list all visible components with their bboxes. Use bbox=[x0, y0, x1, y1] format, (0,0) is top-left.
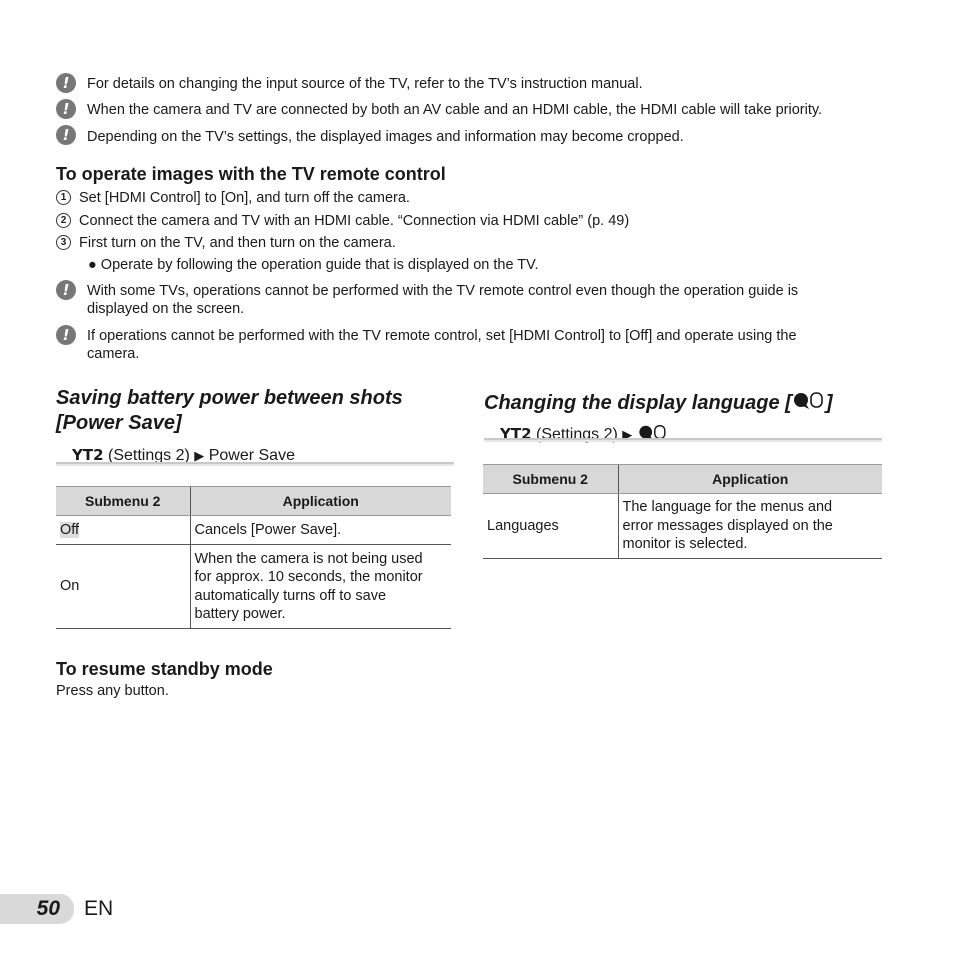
crumb-settings: (Settings 2) bbox=[107, 447, 190, 464]
table-header-row bbox=[483, 465, 882, 494]
note-text: When the camera and TV are connected by both an AV cable and an HDMI cable, the HDMI cable will take priority. bbox=[87, 102, 823, 118]
language-title bbox=[484, 390, 832, 416]
header-application: Application bbox=[618, 465, 882, 494]
cell-line: automatically turns off to save bbox=[194, 587, 387, 604]
note-line: camera. bbox=[87, 346, 140, 362]
remote-heading: To operate images with the TV remote control bbox=[56, 164, 446, 184]
step-text: First turn on the TV, and then turn on the camera. bbox=[79, 235, 396, 251]
title-line: [Power Save] bbox=[56, 412, 182, 434]
step-text: Connect the camera and TV with an HDMI cable. “Connection via HDMI cable” (p. 49) bbox=[79, 213, 630, 229]
caution-icon: ! bbox=[56, 73, 76, 93]
application-cell bbox=[190, 545, 451, 629]
header-submenu: Submenu 2 bbox=[483, 465, 618, 494]
note-line: displayed on the screen. bbox=[87, 301, 245, 317]
header-application: Application bbox=[190, 487, 451, 516]
divider bbox=[56, 462, 454, 466]
table-row bbox=[56, 545, 451, 629]
step-text: Set [HDMI Control] to [On], and turn off the camera. bbox=[79, 190, 410, 206]
submenu-cell: Languages bbox=[483, 494, 618, 559]
note-line: With some TVs, operations cannot be performed with the TV remote control even though the operation guide is bbox=[87, 283, 799, 299]
note-line: If operations cannot be performed with the TV remote control, set [HDMI Control] to [Off] and operate using the bbox=[87, 328, 797, 344]
speech-bubble-language-icon bbox=[792, 392, 826, 414]
application-cell: Cancels [Power Save]. bbox=[190, 516, 451, 545]
right-triangle-icon: ▶ bbox=[194, 448, 205, 463]
submenu-cell bbox=[56, 516, 190, 545]
power-save-title bbox=[56, 386, 403, 436]
caution-icon: ! bbox=[56, 280, 76, 300]
standby-text: Press any button. bbox=[56, 683, 169, 699]
caution-icon: ! bbox=[56, 325, 76, 345]
crumb-target: Power Save bbox=[208, 447, 295, 464]
bullet-icon: ● bbox=[88, 257, 97, 273]
note-text bbox=[87, 327, 797, 363]
caution-icon: ! bbox=[56, 99, 76, 119]
bullet-item bbox=[88, 256, 539, 274]
step-number: 1 bbox=[56, 190, 71, 205]
cell-line: monitor is selected. bbox=[622, 536, 748, 552]
step-number: 3 bbox=[56, 235, 71, 250]
title-text: Changing the display language [ bbox=[484, 392, 792, 414]
note-text: For details on changing the input source of the TV, refer to the TV’s instruction manual. bbox=[87, 76, 643, 92]
divider bbox=[484, 438, 882, 442]
language-code: EN bbox=[84, 897, 114, 920]
table-row bbox=[56, 516, 451, 545]
caution-icon: ! bbox=[56, 125, 76, 145]
highlighted-default: Off bbox=[60, 521, 80, 538]
bullet-text: Operate by following the operation guide that is displayed on the TV. bbox=[100, 257, 539, 273]
table-row bbox=[483, 494, 882, 559]
title-line: Saving battery power between shots bbox=[56, 387, 403, 409]
header-submenu: Submenu 2 bbox=[56, 487, 190, 516]
application-cell bbox=[618, 494, 882, 559]
crumb-settings: (Settings 2) bbox=[535, 426, 618, 443]
cell-line: When the camera is not being used bbox=[194, 550, 423, 567]
cell-line: error messages displayed on the bbox=[622, 517, 833, 534]
language-table bbox=[483, 464, 882, 559]
cell-line: for approx. 10 seconds, the monitor bbox=[194, 569, 423, 585]
cell-line: battery power. bbox=[194, 606, 286, 622]
standby-heading: To resume standby mode bbox=[56, 659, 273, 679]
submenu-cell: On bbox=[56, 545, 190, 629]
table-header-row bbox=[56, 487, 451, 516]
settings-2-icon: YT2 bbox=[500, 425, 532, 443]
power-save-table bbox=[56, 486, 451, 629]
step-number: 2 bbox=[56, 213, 71, 228]
note-text: Depending on the TV’s settings, the displayed images and information may become cropped. bbox=[87, 129, 684, 145]
right-triangle-icon: ▶ bbox=[622, 427, 633, 442]
page-number: 50 bbox=[0, 894, 74, 924]
settings-2-icon: YT2 bbox=[72, 446, 104, 464]
title-end: ] bbox=[825, 392, 833, 414]
cell-line: The language for the menus and bbox=[622, 499, 833, 515]
note-text bbox=[87, 282, 798, 318]
